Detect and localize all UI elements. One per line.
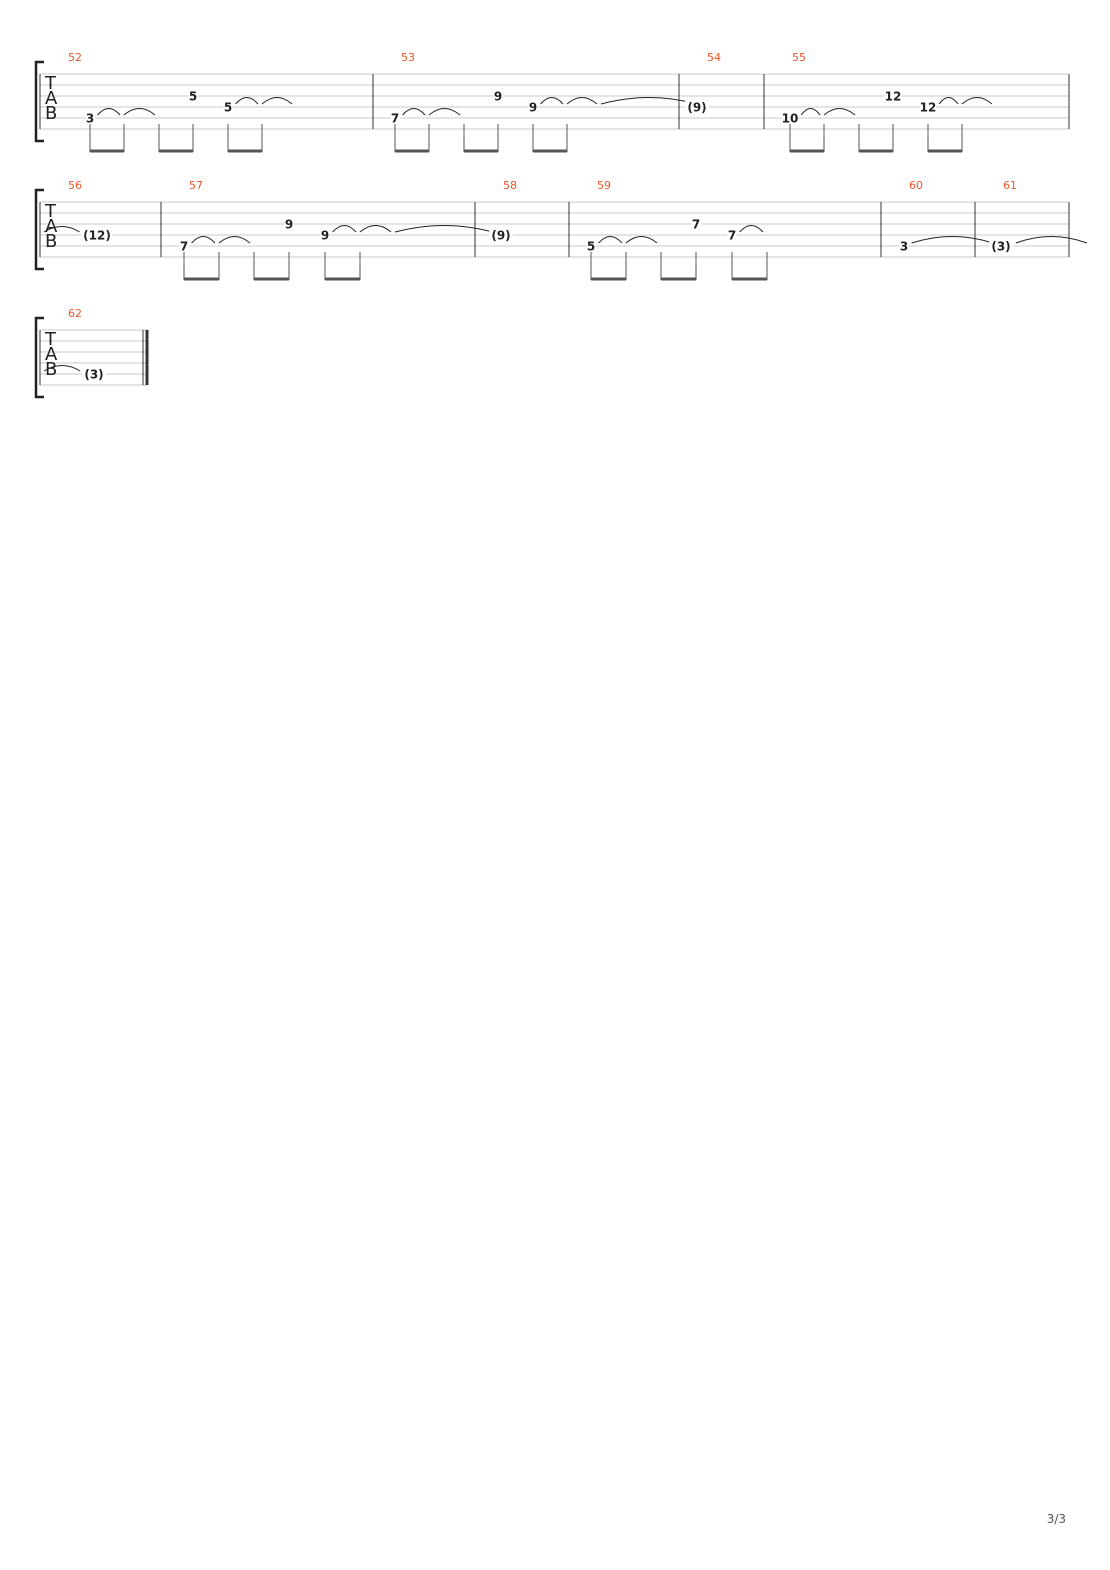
tie-arc xyxy=(939,98,958,105)
measure-number: 62 xyxy=(68,307,82,320)
tab-clef-letter: A xyxy=(45,344,58,365)
fret-number: 9 xyxy=(493,89,503,104)
tie-arc xyxy=(1016,237,1087,244)
tab-system-3 xyxy=(36,307,148,397)
fret-number: (3) xyxy=(84,367,104,382)
tie-arc xyxy=(333,226,356,233)
tie-arc xyxy=(824,109,855,116)
fret-number: 12 xyxy=(919,100,937,115)
tab-clef-letter: B xyxy=(45,231,58,252)
measure-60 xyxy=(899,179,993,254)
tie-arc xyxy=(262,98,292,105)
tie-arc xyxy=(601,98,697,105)
fret-number: 9 xyxy=(320,228,330,243)
fret-number: 7 xyxy=(727,228,737,243)
tab-clef-letter: T xyxy=(45,73,56,94)
tab-clef-letter: A xyxy=(45,216,58,237)
tab-clef-letter: A xyxy=(45,88,58,109)
tie-arc xyxy=(541,98,563,105)
tie-arc xyxy=(740,226,763,233)
tie-arc xyxy=(599,237,622,244)
tab-clef-letter: B xyxy=(45,103,58,124)
fret-number: 7 xyxy=(691,217,701,232)
tie-arc xyxy=(626,237,657,244)
tab-clef-letter: T xyxy=(45,201,56,222)
fret-number: (3) xyxy=(991,239,1011,254)
tie-arc xyxy=(395,226,493,233)
measure-57 xyxy=(179,179,493,280)
tab-clef-letter: B xyxy=(45,359,58,380)
measure-55 xyxy=(782,51,992,152)
tie-arc xyxy=(962,98,992,105)
measure-number: 59 xyxy=(597,179,611,192)
tie-arc xyxy=(912,237,993,244)
fret-number: 3 xyxy=(899,239,909,254)
tab-clef-letter: T xyxy=(45,329,56,350)
measure-number: 56 xyxy=(68,179,82,192)
fret-number: (12) xyxy=(83,228,111,243)
measure-52 xyxy=(68,51,292,152)
fret-number: 5 xyxy=(223,100,233,115)
tie-arc xyxy=(360,226,391,233)
page-number: 3/3 xyxy=(1046,1512,1066,1526)
fret-number: (9) xyxy=(491,228,511,243)
tie-arc xyxy=(192,237,215,244)
measure-59 xyxy=(586,179,767,280)
fret-number: 5 xyxy=(586,239,596,254)
measure-number: 60 xyxy=(909,179,923,192)
fret-number: 3 xyxy=(85,111,95,126)
tie-arc xyxy=(98,109,120,116)
measure-number: 52 xyxy=(68,51,82,64)
tie-arc xyxy=(403,109,425,116)
tie-arc xyxy=(801,109,820,116)
measure-54 xyxy=(685,51,721,115)
tie-arc xyxy=(429,109,460,116)
tie-arc xyxy=(236,98,258,105)
fret-number: 12 xyxy=(884,89,902,104)
tie-arc xyxy=(567,98,597,105)
fret-number: 9 xyxy=(528,100,538,115)
fret-number: 9 xyxy=(284,217,294,232)
tie-arc xyxy=(124,109,155,116)
fret-number: 5 xyxy=(188,89,198,104)
measure-number: 54 xyxy=(707,51,721,64)
fret-number: 7 xyxy=(179,239,189,254)
tab-system-1 xyxy=(36,51,1069,152)
fret-number: 10 xyxy=(781,111,799,126)
measure-number: 53 xyxy=(401,51,415,64)
fret-number: (9) xyxy=(687,100,707,115)
measure-53 xyxy=(390,51,697,152)
measure-61 xyxy=(989,179,1087,254)
measure-number: 57 xyxy=(189,179,203,192)
measure-number: 58 xyxy=(503,179,517,192)
measure-number: 55 xyxy=(792,51,806,64)
measure-58 xyxy=(489,179,517,243)
measure-number: 61 xyxy=(1003,179,1017,192)
tie-arc xyxy=(219,237,250,244)
fret-number: 7 xyxy=(390,111,400,126)
tab-system-2 xyxy=(36,179,1087,280)
